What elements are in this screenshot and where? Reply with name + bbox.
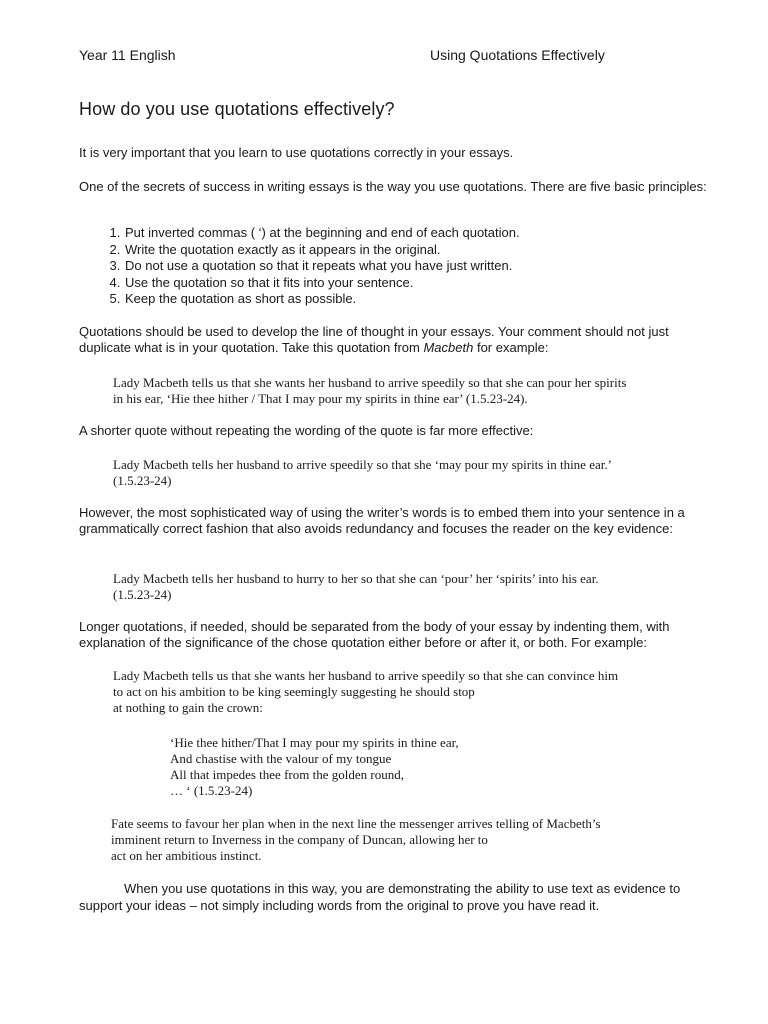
example-line: Lady Macbeth tells her husband to hurry to her so that she can ‘pour’ her ‘spirits’ into his ear. <box>113 571 599 586</box>
page-title: How do you use quotations effectively? <box>79 99 395 119</box>
example-line: at nothing to gain the crown: <box>113 700 263 715</box>
example-quote-3 <box>113 571 599 603</box>
develop-text-before: Quotations should be used to develop the line of thought in your essays. Your comment should not just duplicate what is in your quotation. Take this quotation from <box>79 324 669 355</box>
example-line: (1.5.23-24) <box>113 473 172 488</box>
block-quotation <box>170 735 459 799</box>
header-topic: Using Quotations Effectively <box>430 47 605 63</box>
quote-line: … ‘ (1.5.23-24) <box>170 783 253 798</box>
quote-line: All that impedes thee from the golden round, <box>170 767 404 782</box>
principle-item: 5. Keep the quotation as short as possible. <box>124 291 520 308</box>
principles-list <box>79 225 520 308</box>
example-commentary-4 <box>111 816 601 864</box>
principle-item: 4. Use the quotation so that it fits into your sentence. <box>124 275 520 292</box>
example-line: in his ear, ‘Hie thee hither / That I may pour my spirits in thine ear’ (1.5.23-24). <box>113 391 528 406</box>
header-course: Year 11 English <box>79 47 176 63</box>
example-quote-1 <box>113 375 626 407</box>
quote-line: And chastise with the valour of my tongue <box>170 751 392 766</box>
principle-item: 3. Do not use a quotation so that it repeats what you have just written. <box>124 258 520 275</box>
example-line: imminent return to Inverness in the company of Duncan, allowing her to <box>111 832 488 847</box>
example-line: Fate seems to favour her plan when in the next line the messenger arrives telling of Macbeth’s <box>111 816 601 831</box>
longer-paragraph: Longer quotations, if needed, should be separated from the body of your essay by indenting them, with explanation of the significance of the chose quotation either before or after it, or both. For example: <box>79 619 670 650</box>
quote-line: ‘Hie thee hither/That I may pour my spirits in thine ear, <box>170 735 459 750</box>
develop-text-after: for example: <box>473 340 549 355</box>
closing-text: When you use quotations in this way, you are demonstrating the ability to use text as evidence to support your ideas – not simply including words from the original to prove you have read it. <box>79 881 681 913</box>
principle-item: 1. Put inverted commas ( ‘) at the beginning and end of each quotation. <box>124 225 520 242</box>
intro-paragraph: It is very important that you learn to use quotations correctly in your essays. <box>79 145 514 160</box>
develop-paragraph <box>79 324 715 356</box>
example-line: to act on his ambition to be king seemingly suggesting he should stop <box>113 684 475 699</box>
principles-intro-paragraph: One of the secrets of success in writing essays is the way you use quotations. There are five basic principles: <box>79 179 707 194</box>
example-line: Lady Macbeth tells her husband to arrive speedily so that she ‘may pour my spirits in thine ear.’ <box>113 457 612 472</box>
example-line: act on her ambitious instinct. <box>111 848 262 863</box>
play-title: Macbeth <box>423 340 474 355</box>
shorter-paragraph: A shorter quote without repeating the wording of the quote is far more effective: <box>79 423 534 438</box>
closing-paragraph <box>79 880 715 914</box>
example-line: Lady Macbeth tells us that she wants her husband to arrive speedily so that she can convince him <box>113 668 619 683</box>
example-line: (1.5.23-24) <box>113 587 172 602</box>
sophisticated-paragraph: However, the most sophisticated way of using the writer’s words is to embed them into your sentence in a grammatically correct fashion that also avoids redundancy and focuses the reader on the key evidence: <box>79 505 685 536</box>
principle-item: 2. Write the quotation exactly as it appears in the original. <box>124 242 520 259</box>
example-intro-4 <box>113 668 618 716</box>
example-quote-2 <box>113 457 612 489</box>
example-line: Lady Macbeth tells us that she wants her husband to arrive speedily so that she can pour her spirits <box>113 375 627 390</box>
